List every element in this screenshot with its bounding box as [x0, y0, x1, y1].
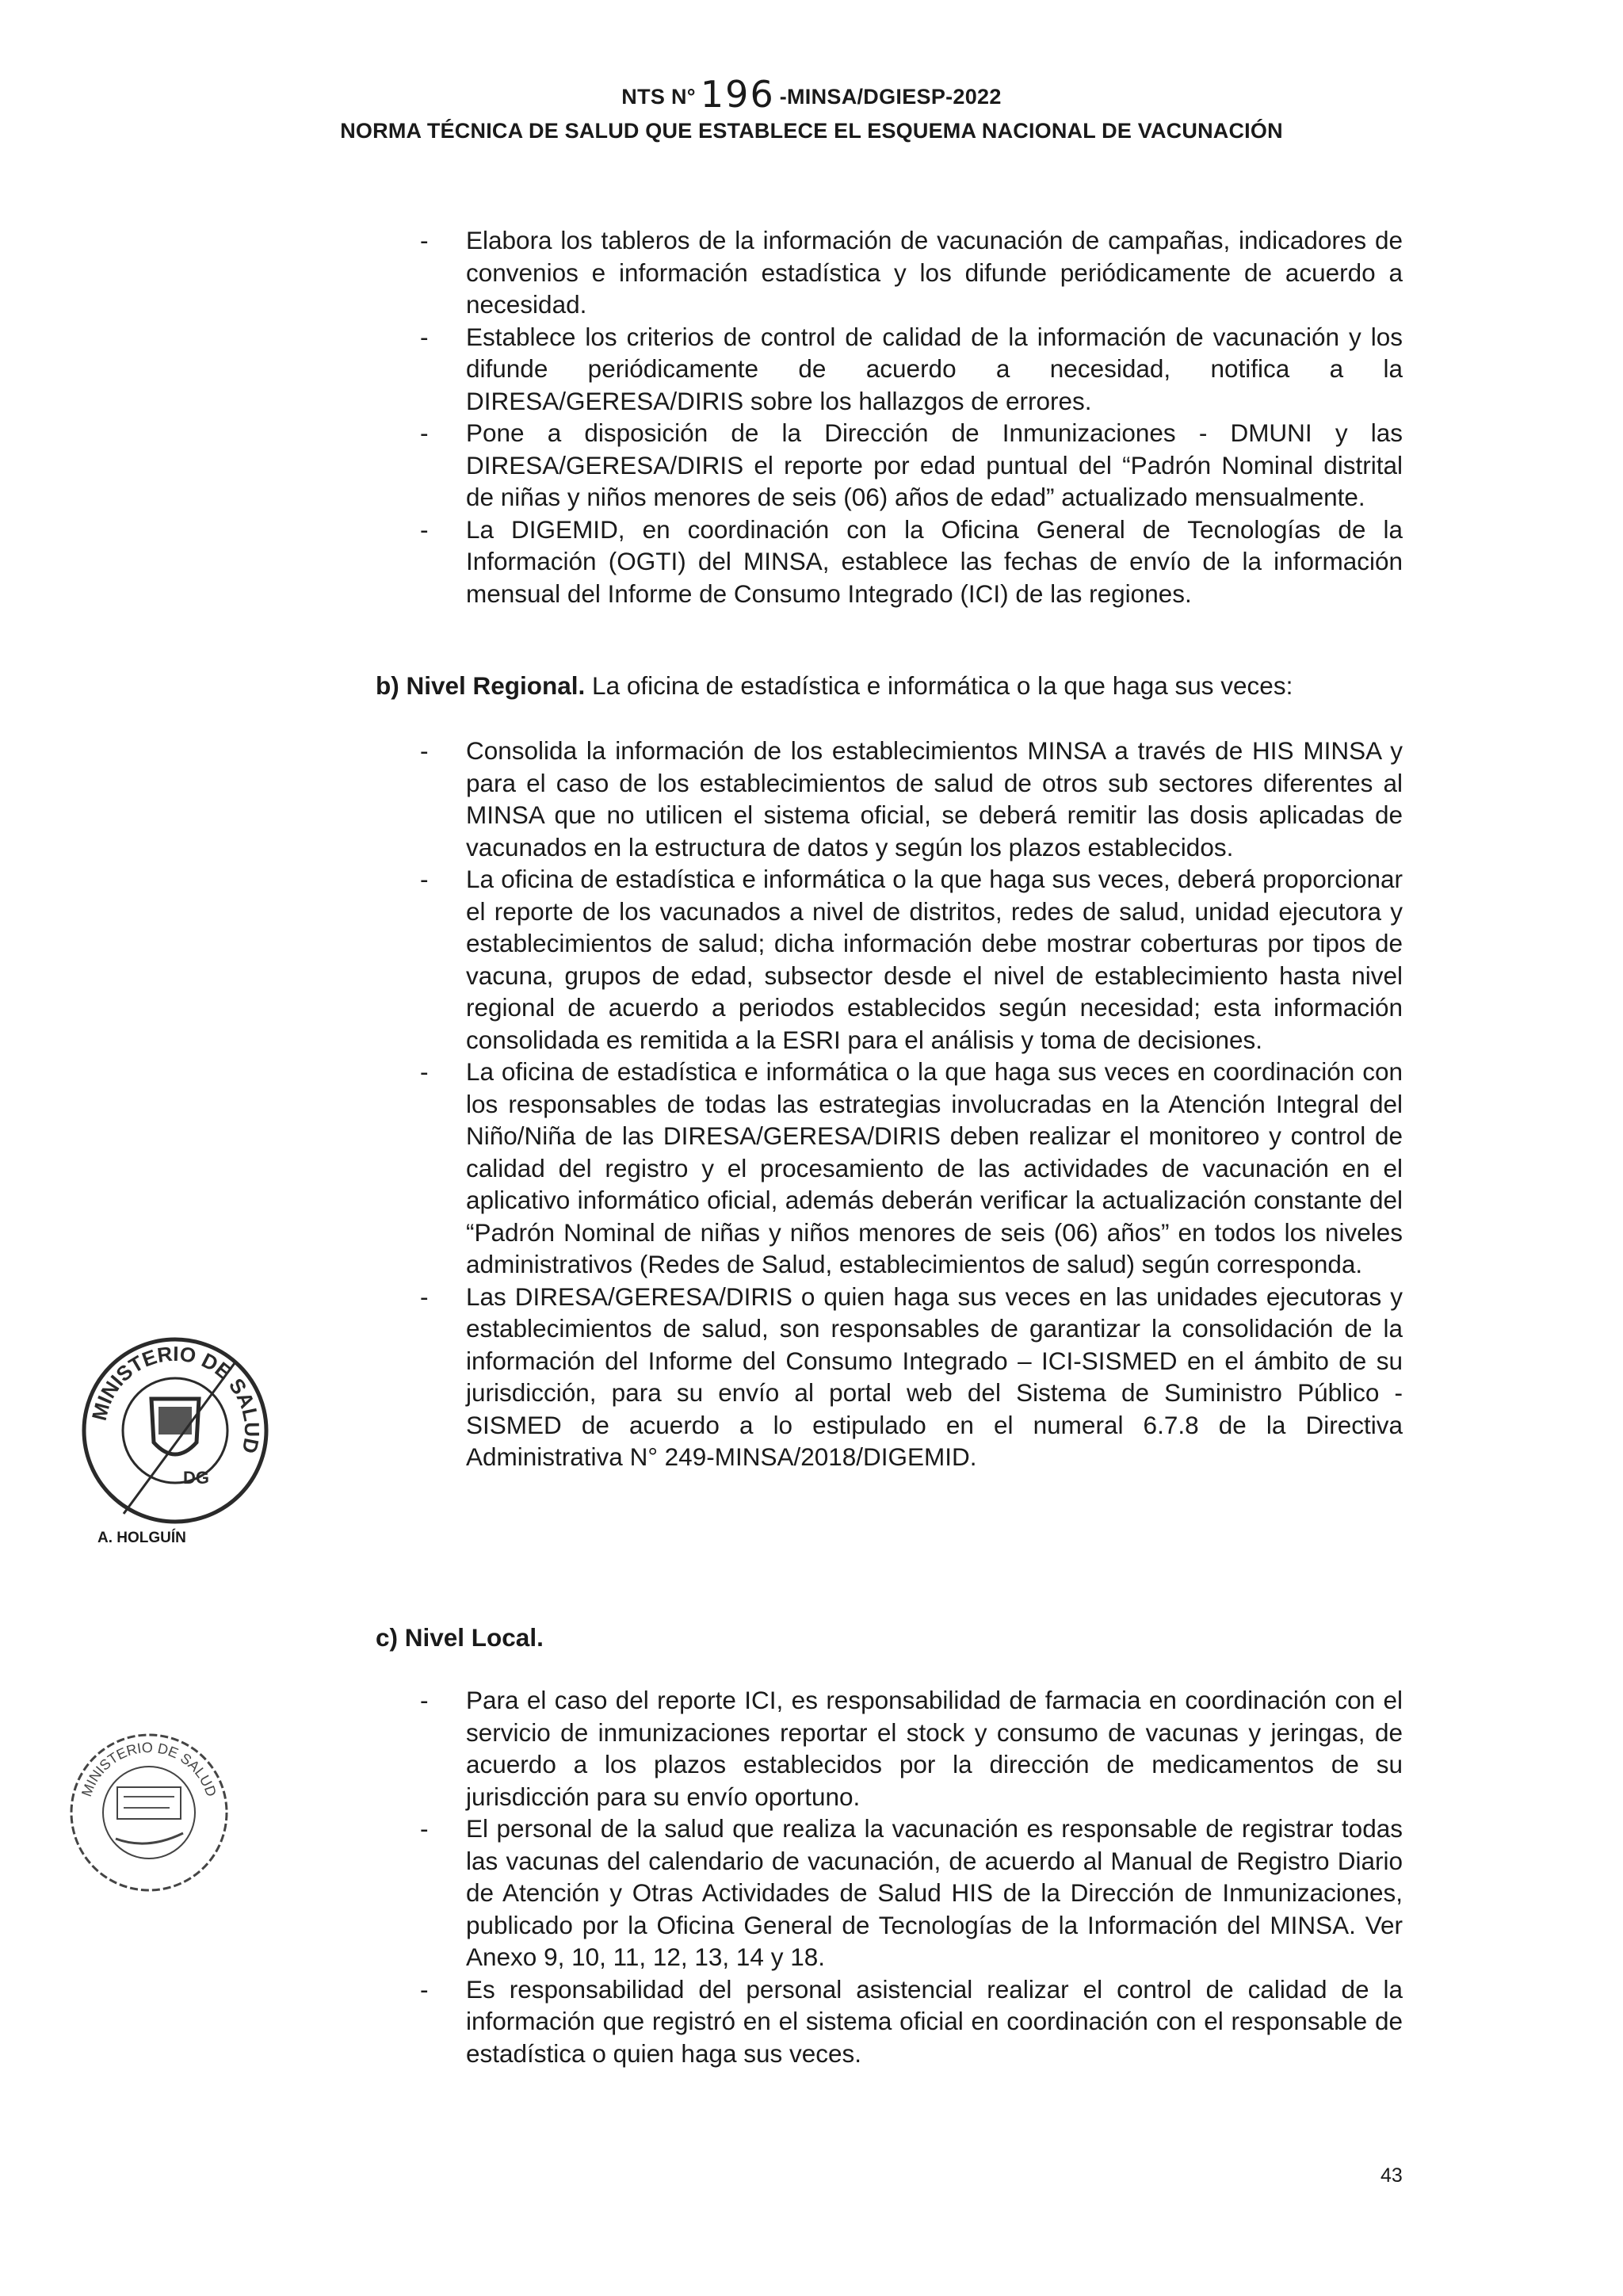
list-item: - El personal de la salud que realiza la vacunación es responsable de registrar todas las vacunas del calendario de vacunación, de acuerdo al Manual de Registro Diario de Atención y Otras Actividades de Salud HIS de la Dirección de Inmunizaciones, publicado por la Oficina General de Tecnologías de la Información del MINSA. Ver Anexo 9, 10, 11, 12, 13, 14 y 18. — [420, 1813, 1403, 1973]
svg-text:MINISTERIO DE SALUD — [78, 1740, 220, 1799]
seal-ring-text: MINISTERIO DE SALUD — [86, 1341, 265, 1456]
seal-emblem-icon — [76, 1331, 274, 1530]
stamp-circle-icon — [68, 1732, 231, 1894]
signature-name: A. HOLGUÍN — [97, 1530, 186, 1546]
code-suffix: -MINSA/DGIESP-2022 — [779, 85, 1002, 109]
list-item: - Pone a disposición de la Dirección de Inmunizaciones - DMUNI y las DIRESA/GERESA/DIRIS el reporte por edad puntual del “Padrón Nominal distrital de niñas y niños menores de seis (06) años de edad” actualizado mensualmente. — [420, 417, 1403, 514]
document-code — [0, 73, 1623, 116]
list-item: - Para el caso del reporte ICI, es responsabilidad de farmacia en coordinación con el servicio de inmunizaciones reportar el stock y consumo de vacunas y jeringas, de acuerdo a los plazos establecidos por la dirección de medicamentos de su jurisdicción para su envío oportuno. — [420, 1684, 1403, 1813]
list-item: - La oficina de estadística e informática o la que haga sus veces, deberá proporcionar el reporte de los vacunados a nivel de distritos, redes de salud, unidad ejecutora y establecimientos de salud; dicha información debe mostrar coberturas por tipos de vacuna, grupos de edad, subsector desde el nivel de establecimiento hasta nivel regional de acuerdo a periodos establecidos según necesidad; esta información consolidada es remitida a la ESRI para el análisis y toma de decisiones. — [420, 863, 1403, 1056]
local-heading — [376, 1622, 544, 1653]
code-prefix: NTS N° — [621, 85, 696, 109]
local-list — [420, 1684, 1403, 2069]
list-item: - Las DIRESA/GERESA/DIRIS o quien haga sus veces en las unidades ejecutoras y establecimientos de salud, son responsables de garantizar la consolidación de la información del Informe del Consumo Integrado – ICI-SISMED en el ámbito de su jurisdicción, para su envío al portal web del Sistema de Suministro Público - SISMED de acuerdo a lo estipulado en el numeral 6.7.8 de la Directiva Administrativa N° 249-MINSA/2018/DIGEMID. — [420, 1281, 1403, 1473]
regional-label: b) Nivel Regional. — [376, 671, 586, 700]
list-item: - Consolida la información de los establecimientos MINSA a través de HIS MINSA y para el caso de los establecimientos de salud de otros sub sectores diferentes al MINSA que no utilicen el sistema oficial, se deberá remitir las dosis aplicadas de vacunados en la estructura de datos y según los plazos establecidos. — [420, 735, 1403, 863]
stamp-ring-text: MINISTERIO DE SALUD — [78, 1739, 220, 1799]
official-seal-stamp — [76, 1331, 274, 1530]
list-item: - Establece los criterios de control de calidad de la información de vacunación y los difunde periódicamente de acuerdo a necesidad, notifica a la DIRESA/GERESA/DIRIS sobre los hallazgos de errores. — [420, 321, 1403, 418]
regional-heading — [376, 670, 1293, 701]
document-title: NORMA TÉCNICA DE SALUD QUE ESTABLECE EL ESQUEMA NACIONAL DE VACUNACIÓN — [340, 119, 1283, 143]
secondary-seal-stamp — [68, 1732, 231, 1894]
regional-list — [420, 735, 1403, 1473]
list-item: - Es responsabilidad del personal asistencial realizar el control de calidad de la información que registró en el sistema oficial en coordinación con el responsable de estadística o quien haga sus veces. — [420, 1973, 1403, 2070]
list-item: - Elabora los tableros de la información de vacunación de campañas, indicadores de convenios e información estadística y los difunde periódicamente de acuerdo a necesidad. — [420, 224, 1403, 321]
list-item: - La oficina de estadística e informática o la que haga sus veces en coordinación con los responsables de todas las estrategias involucradas en la Atención Integral del Niño/Niña de las DIRESA/GERESA/DIRIS deben realizar el monitoreo y control de calidad del registro y el procesamiento de las actividades de vacunación en el aplicativo informático oficial, además deberán verificar la actualización constante del “Padrón Nominal de niñas y niños menores de seis (06) años” en todos los niveles administrativos (Redes de Salud, establecimientos de salud) según corresponda. — [420, 1056, 1403, 1281]
handwritten-number: 196 — [700, 73, 775, 116]
regional-intro: La oficina de estadística e informática o la que haga sus veces: — [585, 671, 1293, 700]
local-label: c) Nivel Local. — [376, 1623, 544, 1652]
seal-center-text: DG — [183, 1468, 209, 1488]
list-item: - La DIGEMID, en coordinación con la Oficina General de Tecnologías de la Información (OGTI) del MINSA, establece las fechas de envío de la información mensual del Informe de Consumo Integrado (ICI) de las regiones. — [420, 514, 1403, 610]
page-number: 43 — [1381, 2164, 1403, 2187]
intro-list — [420, 224, 1403, 609]
